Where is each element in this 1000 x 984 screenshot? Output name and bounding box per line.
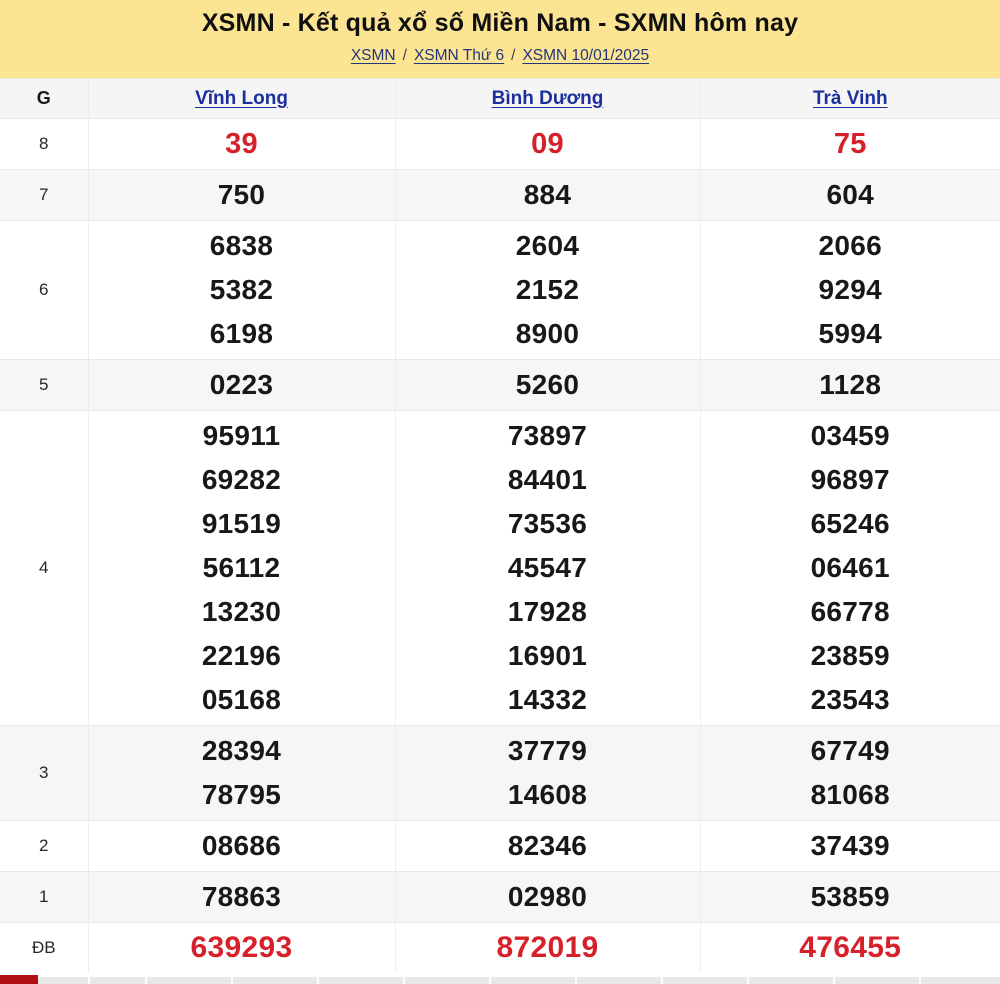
prize-number: 65246 — [810, 508, 890, 539]
breadcrumb-separator: / — [402, 47, 407, 64]
prize-row-7 — [0, 170, 1000, 221]
prize-cell — [700, 221, 1000, 360]
province-column-header — [395, 79, 700, 119]
prize-number: 45547 — [507, 552, 588, 583]
next-table-divider — [661, 977, 663, 984]
prize-cell — [395, 170, 700, 221]
prize-cell — [700, 170, 1000, 221]
prize-row-ĐB — [0, 923, 1000, 974]
prize-number: 96897 — [810, 464, 890, 495]
prize-number: 37779 — [507, 735, 588, 766]
prize-number: 73536 — [507, 508, 588, 539]
prize-number: 14332 — [507, 684, 588, 715]
prize-number: 75 — [833, 128, 867, 160]
prize-number: 81068 — [810, 779, 890, 810]
prize-number: 78795 — [201, 779, 282, 810]
prize-number: 884 — [523, 179, 572, 210]
prize-number: 56112 — [202, 552, 281, 583]
next-table-divider — [145, 977, 147, 984]
prize-cell — [700, 360, 1000, 411]
prize-cell — [88, 821, 395, 872]
next-table-divider — [919, 977, 921, 984]
prize-label: 1 — [39, 887, 49, 906]
prize-cell — [700, 726, 1000, 821]
next-table-divider — [833, 977, 835, 984]
prize-number: 02980 — [507, 881, 588, 912]
prize-cell — [700, 411, 1000, 726]
prize-number: 5382 — [209, 274, 274, 305]
results-table — [0, 78, 1000, 973]
prize-number: 0223 — [209, 369, 274, 400]
prize-number: 13230 — [201, 596, 282, 627]
prize-number: 23543 — [810, 684, 890, 715]
prize-number: 6838 — [209, 230, 274, 261]
prize-row-2 — [0, 821, 1000, 872]
prize-number: 2066 — [818, 230, 882, 261]
province-header-link[interactable]: Vĩnh Long — [195, 87, 288, 109]
prize-number: 2604 — [515, 230, 580, 261]
prize-number: 05168 — [201, 684, 282, 715]
prize-number: 69282 — [201, 464, 282, 495]
prize-cell — [88, 360, 395, 411]
prize-number: 1128 — [819, 369, 882, 400]
prize-cell — [700, 872, 1000, 923]
prize-cell — [88, 119, 395, 170]
prize-cell — [700, 821, 1000, 872]
prize-cell — [395, 821, 700, 872]
prize-cell — [395, 726, 700, 821]
prize-cell — [88, 221, 395, 360]
prize-number: 8900 — [515, 318, 580, 349]
next-table-divider — [317, 977, 319, 984]
prize-number: 53859 — [810, 881, 890, 912]
prize-number: 67749 — [810, 735, 890, 766]
prize-number: 08686 — [201, 830, 282, 861]
next-table-divider — [231, 977, 233, 984]
prize-number: 750 — [217, 179, 266, 210]
prize-label: 8 — [39, 134, 49, 153]
prize-number: 95911 — [202, 420, 281, 451]
prize-number: 2152 — [515, 274, 580, 305]
prize-number: 639293 — [190, 931, 293, 964]
prize-cell — [395, 221, 700, 360]
prize-number: 23859 — [810, 640, 890, 671]
prize-number: 872019 — [496, 931, 599, 964]
prize-label: 3 — [39, 763, 49, 782]
prize-cell — [700, 119, 1000, 170]
prize-number: 476455 — [799, 931, 902, 964]
prize-cell — [395, 119, 700, 170]
prize-row-3 — [0, 726, 1000, 821]
prize-number: 73897 — [507, 420, 588, 451]
prize-cell — [88, 170, 395, 221]
prize-column-header: G — [36, 88, 51, 108]
prize-number: 17928 — [507, 596, 588, 627]
prize-cell — [700, 923, 1000, 974]
prize-number: 09 — [531, 128, 564, 160]
province-column-header — [700, 79, 1000, 119]
prize-row-5 — [0, 360, 1000, 411]
prize-label: ĐB — [31, 938, 56, 957]
prize-row-4 — [0, 411, 1000, 726]
next-table-divider — [747, 977, 749, 984]
prize-number: 91519 — [201, 508, 282, 539]
breadcrumb — [0, 47, 1000, 65]
prize-label: 2 — [39, 836, 49, 855]
breadcrumb-link[interactable]: XSMN — [350, 47, 396, 64]
prize-number: 604 — [826, 179, 875, 210]
prize-row-8 — [0, 119, 1000, 170]
prize-row-6 — [0, 221, 1000, 360]
province-header-link[interactable]: Bình Dương — [491, 87, 604, 109]
next-table-divider — [88, 977, 90, 984]
prize-label: 7 — [39, 185, 49, 204]
prize-number: 28394 — [201, 735, 282, 766]
prize-cell — [395, 411, 700, 726]
prize-label: 6 — [39, 280, 49, 299]
prize-number: 6198 — [209, 318, 274, 349]
prize-cell — [88, 872, 395, 923]
page-title: XSMN - Kết quả xổ số Miền Nam - SXMN hôm nay — [201, 9, 799, 37]
prize-number: 22196 — [201, 640, 282, 671]
prize-label: 4 — [39, 558, 49, 577]
province-column-header — [88, 79, 395, 119]
breadcrumb-link[interactable]: XSMN Thứ 6 — [413, 47, 505, 64]
prize-cell — [395, 872, 700, 923]
page-header — [0, 0, 1000, 78]
prize-label: 5 — [39, 375, 49, 394]
prize-cell — [88, 726, 395, 821]
prize-row-1 — [0, 872, 1000, 923]
next-table-divider — [575, 977, 577, 984]
next-table-divider — [489, 977, 491, 984]
next-table-edge — [0, 973, 1000, 984]
prize-number: 16901 — [507, 640, 588, 671]
prize-number: 78863 — [201, 881, 282, 912]
table-header-row — [0, 79, 1000, 119]
next-table-divider — [403, 977, 405, 984]
prize-cell — [395, 923, 700, 974]
next-table-red-cell — [0, 975, 38, 984]
prize-cell — [395, 360, 700, 411]
prize-number: 37439 — [810, 830, 890, 861]
prize-number: 14608 — [507, 779, 588, 810]
prize-number: 5260 — [515, 369, 580, 400]
breadcrumb-link[interactable]: XSMN 10/01/2025 — [522, 47, 650, 64]
prize-number: 06461 — [810, 552, 890, 583]
prize-number: 84401 — [507, 464, 588, 495]
prize-number: 82346 — [507, 830, 588, 861]
prize-cell — [88, 411, 395, 726]
prize-number: 5994 — [818, 318, 882, 349]
prize-number: 03459 — [810, 420, 890, 451]
prize-number: 39 — [225, 128, 258, 160]
breadcrumb-separator: / — [511, 47, 516, 64]
prize-number: 9294 — [818, 274, 882, 305]
prize-cell — [88, 923, 395, 974]
province-header-link[interactable]: Trà Vinh — [812, 87, 888, 109]
next-table-gray-band — [38, 977, 1000, 984]
prize-number: 66778 — [810, 596, 890, 627]
